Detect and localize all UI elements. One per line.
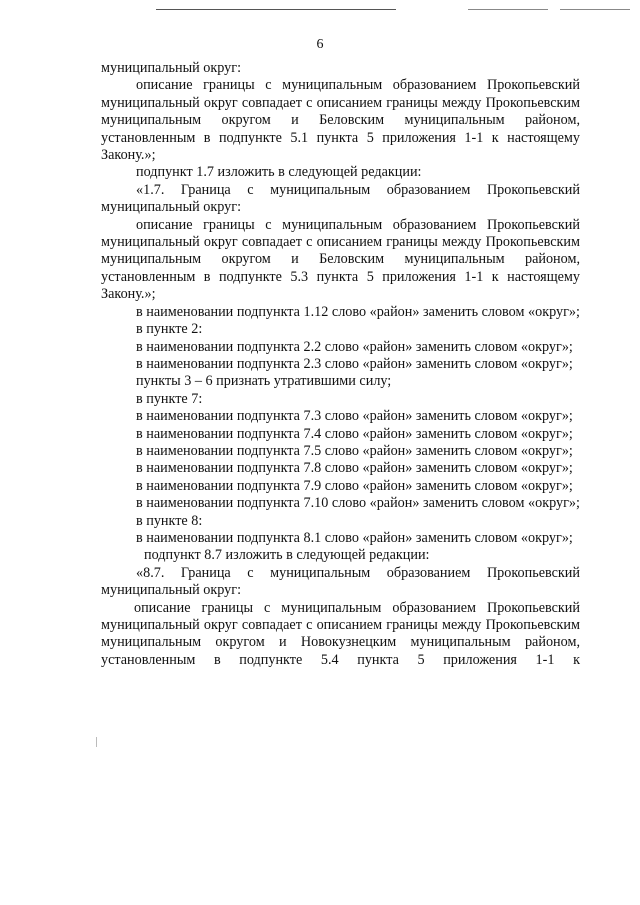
paragraph: в пункте 2:	[136, 321, 203, 338]
paragraph: муниципальный округ:	[101, 60, 242, 76]
paragraph: «1.7. Граница с муниципальным образованием Прокопьевский муниципальный округ:	[101, 181, 580, 216]
header-rule	[560, 9, 630, 10]
paragraph: подпункт 8.7 изложить в следующей редакции:	[144, 547, 430, 564]
paragraph: описание границы с муниципальным образованием Прокопьевский муниципальный округ совпадает с описанием границы между Прокопьевским муниципальным округом и Беловским муниципальным районом, установленным в подпункте 5.3 пункта 5 приложения 1-1 к настоящему Закону.»;	[101, 216, 580, 303]
paragraph: в пункте 8:	[136, 512, 203, 529]
paragraph: в наименовании подпункта 7.3 слово «район» заменить словом «округ»;	[136, 408, 573, 425]
paragraph: «8.7. Граница с муниципальным образованием Прокопьевский муниципальный округ:	[101, 564, 580, 599]
paragraph: в наименовании подпункта 7.9 слово «район» заменить словом «округ»;	[136, 477, 573, 494]
paragraph: в пункте 7:	[136, 390, 203, 407]
paragraph: в наименовании подпункта 2.2 слово «район» заменить словом «округ»;	[136, 338, 573, 355]
margin-mark	[96, 737, 97, 747]
page-number: 6	[316, 37, 324, 52]
header-rule	[156, 9, 396, 10]
document-body	[101, 60, 580, 669]
paragraph: описание границы с муниципальным образованием Прокопьевский муниципальный округ совпадает с описанием границы между Прокопьевским муниципальным округом и Беловским муниципальным районом, установленным в подпункте 5.1 пункта 5 приложения 1-1 к настоящему Закону.»;	[101, 77, 580, 164]
paragraph: пункты 3 – 6 признать утратившими силу;	[136, 373, 392, 390]
paragraph: описание границы с муниципальным образованием Прокопьевский муниципальный округ совпадает с описанием границы между Прокопьевским муниципальным округом и Новокузнецким муниципальным районом, установленным в подпункте 5.4 пункта 5 приложения 1-1 к	[101, 599, 580, 668]
paragraph: в наименовании подпункта 1.12 слово «район» заменить словом «округ»;	[136, 303, 580, 320]
paragraph: в наименовании подпункта 7.8 слово «район» заменить словом «округ»;	[136, 460, 573, 477]
paragraph: подпункт 1.7 изложить в следующей редакции:	[136, 164, 422, 181]
paragraph: в наименовании подпункта 7.4 слово «район» заменить словом «округ»;	[136, 425, 573, 442]
paragraph: в наименовании подпункта 8.1 слово «район» заменить словом «округ»;	[136, 529, 573, 546]
paragraph: в наименовании подпункта 2.3 слово «район» заменить словом «округ»;	[136, 355, 573, 372]
paragraph: в наименовании подпункта 7.5 слово «район» заменить словом «округ»;	[136, 442, 573, 459]
paragraph: в наименовании подпункта 7.10 слово «район» заменить словом «округ»;	[136, 495, 580, 512]
header-rule	[468, 9, 548, 10]
